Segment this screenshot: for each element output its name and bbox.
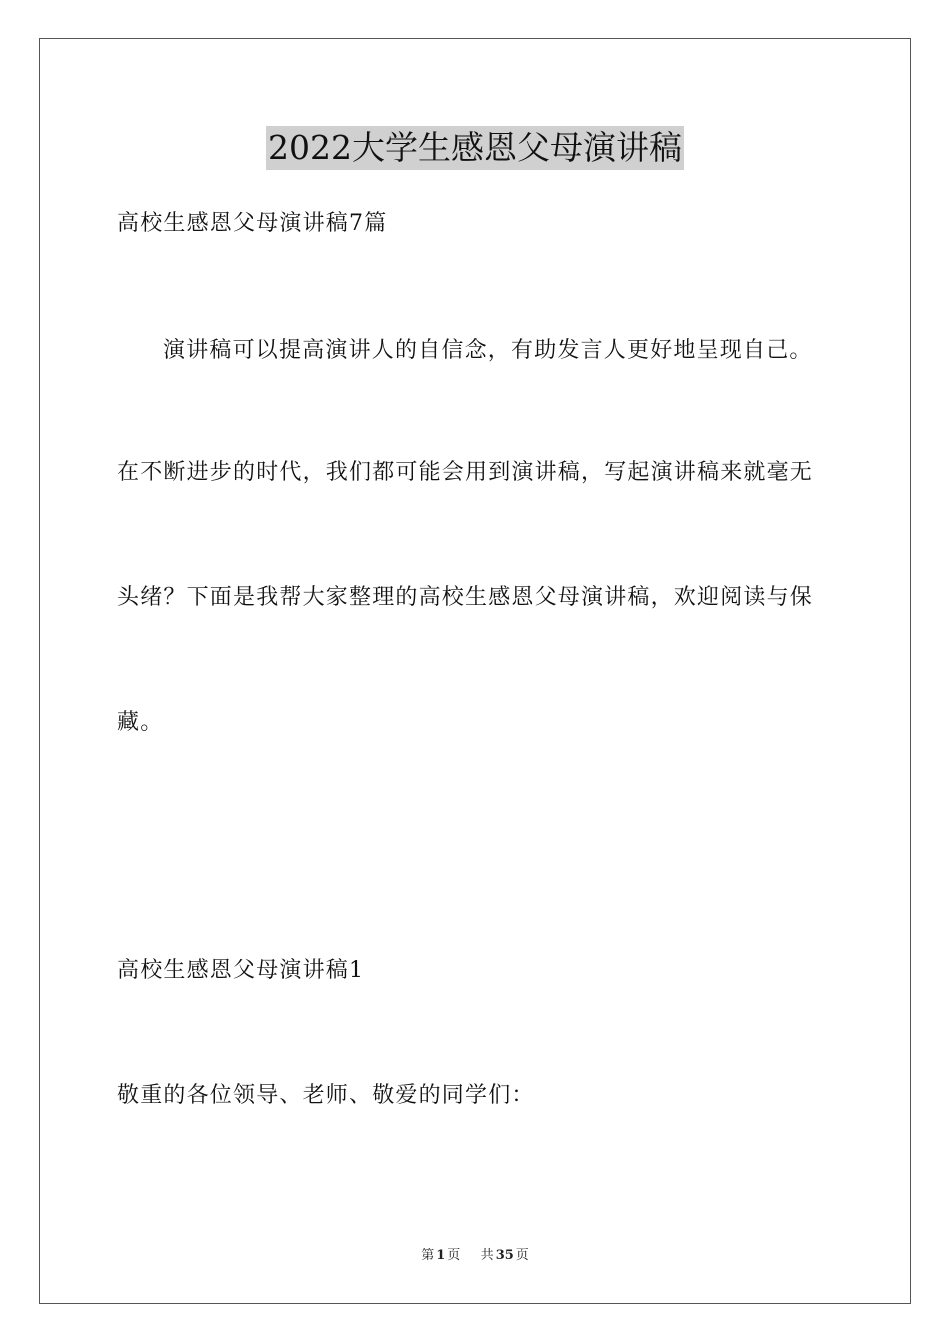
total-suffix: 页 [515,1248,529,1263]
intro-line-1: 演讲稿可以提高演讲人的自信念，有助发言人更好地呈现自己。 [163,338,813,363]
page-prefix: 第 [421,1248,435,1263]
intro-line-4: 藏。 [117,710,164,735]
section-heading: 高校生感恩父母演讲稿1 [117,958,365,983]
page-indicator [419,1248,462,1263]
total-pages: 35 [495,1248,514,1263]
page-footer [0,1247,950,1265]
intro-line-3: 头绪？下面是我帮大家整理的高校生感恩父母演讲稿，欢迎阅读与保 [117,585,814,610]
salutation: 敬重的各位领导、老师、敬爱的同学们： [117,1083,535,1108]
total-pages-indicator [479,1248,531,1263]
title-container [0,126,950,170]
document-subtitle: 高校生感恩父母演讲稿7篇 [117,211,388,236]
page-suffix: 页 [447,1248,461,1263]
page-number: 1 [436,1248,446,1263]
total-prefix: 共 [480,1248,494,1263]
intro-line-2: 在不断进步的时代，我们都可能会用到演讲稿，写起演讲稿来就毫无 [117,460,814,485]
document-title: 2022大学生感恩父母演讲稿 [266,126,684,170]
